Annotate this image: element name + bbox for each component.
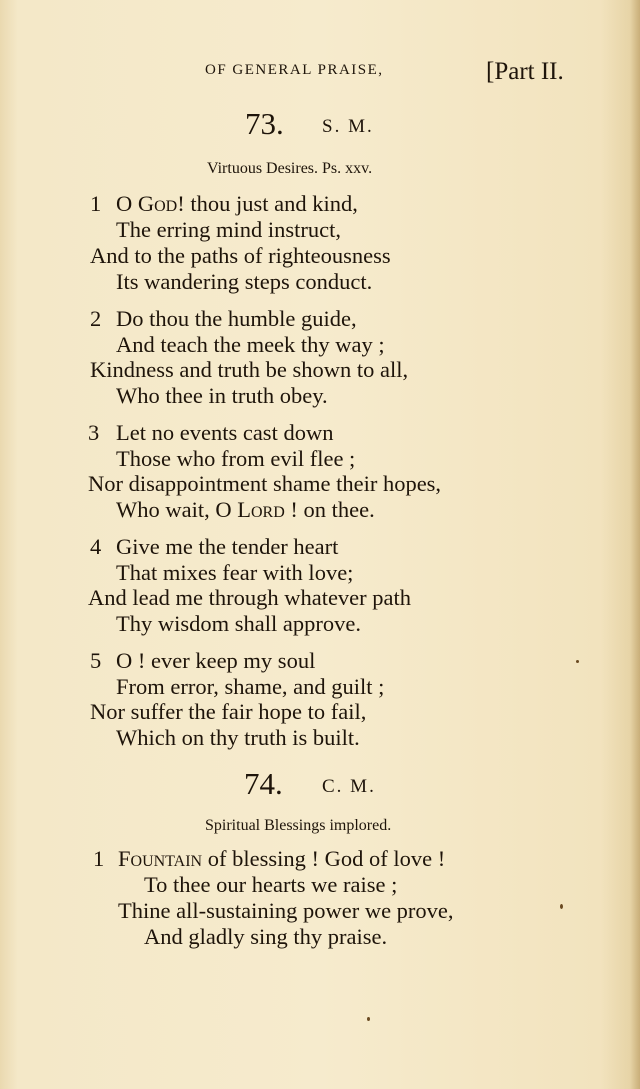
verse-line: And teach the meek thy way ; [116, 332, 385, 357]
verse-line [116, 191, 358, 217]
stanza-number: 3 [88, 420, 100, 445]
paper-speck [576, 660, 579, 663]
verse-line: And lead me through whatever path [88, 585, 412, 610]
verse-text: of blessing ! God of love ! [202, 846, 446, 871]
stanza-number: 4 [90, 534, 102, 559]
hymn-meter: S. M. [322, 116, 374, 137]
verse-line: Its wandering steps conduct. [116, 269, 373, 294]
page-edge-shadow [630, 0, 640, 1089]
verse-line: Those who from evil flee ; [116, 446, 356, 471]
verse-line: Which on thy truth is built. [116, 725, 360, 750]
verse-text-smallcaps: God [137, 191, 178, 216]
verse-line: From error, shame, and guilt ; [116, 674, 385, 699]
hymn-subtitle: Virtuous Desires. Ps. xxv. [207, 160, 373, 177]
verse-line: And to the paths of righteousness [90, 243, 391, 268]
hymn-number: 74. [244, 766, 283, 801]
stanza-number: 5 [90, 648, 102, 673]
verse-line [116, 497, 375, 523]
verse-line: Let no events cast down [116, 420, 334, 445]
verse-text: ! on thee. [284, 497, 375, 522]
stanza-number: 1 [93, 846, 105, 871]
verse-line: Thy wisdom shall approve. [116, 611, 361, 636]
hymn-subtitle: Spiritual Blessings implored. [205, 817, 392, 834]
stanza-number: 2 [90, 306, 102, 331]
verse-line: Kindness and truth be shown to all, [90, 357, 409, 382]
stanza-number: 1 [90, 191, 102, 216]
running-header [0, 58, 640, 94]
verse-line: Nor disappointment shame their hopes, [88, 471, 442, 496]
hymn-number: 73. [245, 106, 284, 141]
running-header-title: OF GENERAL PRAISE, [205, 62, 384, 78]
verse-text: ! thou just and kind, [177, 191, 358, 216]
running-header-part: [Part II. [486, 58, 564, 85]
verse-text-smallcaps: Lord [237, 497, 285, 522]
verse-line [118, 846, 445, 872]
verse-line: The erring mind instruct, [116, 217, 341, 242]
verse-line: Give me the tender heart [116, 534, 339, 559]
verse-line: Who thee in truth obey. [116, 383, 328, 408]
verse-line: O ! ever keep my soul [116, 648, 316, 673]
verse-line: Do thou the humble guide, [116, 306, 357, 331]
verse-line: That mixes fear with love; [116, 560, 354, 585]
verse-line: To thee our hearts we raise ; [144, 872, 398, 897]
verse-text-smallcaps: ountain [130, 846, 203, 871]
verse-line: Thine all-sustaining power we prove, [118, 898, 454, 923]
hymn-meter: C. M. [322, 776, 376, 797]
paper-speck [367, 1017, 370, 1021]
verse-line: And gladly sing thy praise. [144, 924, 388, 949]
verse-text: Who wait, O [116, 497, 238, 522]
verse-text: O [116, 191, 138, 216]
verse-line: Nor suffer the fair hope to fail, [90, 699, 367, 724]
verse-text: F [118, 846, 131, 871]
paper-speck [560, 904, 563, 909]
